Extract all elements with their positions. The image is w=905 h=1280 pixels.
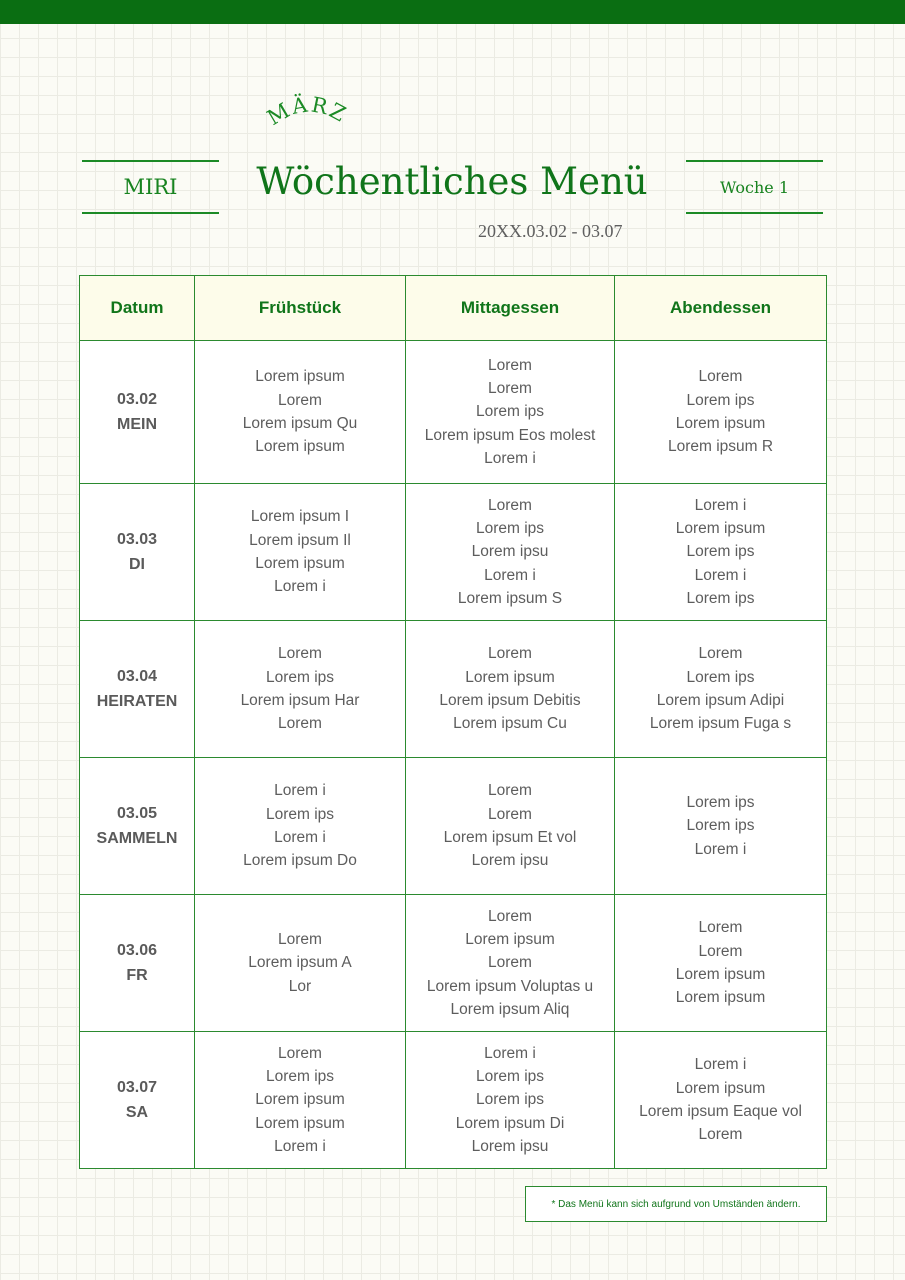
dinner-cell (615, 895, 827, 1032)
day-date: 03.04 (116, 668, 158, 685)
day-cell (80, 895, 195, 1032)
menu-item: Lorem (698, 645, 743, 663)
table-row (80, 341, 827, 484)
day-cell (80, 758, 195, 895)
menu-item: Lorem ipsum Eaque vol (639, 1103, 802, 1120)
date-range: 20XX.03.02 - 03.07 (478, 221, 623, 241)
lunch-cell (406, 758, 615, 895)
menu-item: Lorem ipsum (675, 1079, 766, 1097)
menu-item: Lorem ips (686, 589, 755, 607)
name-label: MIRI (123, 175, 178, 199)
menu-item: Lorem ips (475, 1091, 545, 1109)
menu-item: Lorem ips (686, 794, 755, 812)
menu-item: Lorem ips (265, 1068, 335, 1086)
menu-item: Lorem (278, 645, 322, 663)
menu-item: Lorem ips (265, 668, 335, 686)
menu-item: Lorem ipsum Debitis (439, 692, 581, 709)
day-name: SAMMELN (96, 830, 178, 847)
menu-item: Lorem (488, 356, 532, 374)
menu-item: Lorem i (694, 1056, 747, 1074)
menu-note (525, 1186, 827, 1222)
lunch-cell (406, 1032, 615, 1169)
menu-item: Lorem ips (686, 543, 755, 561)
menu-item: Lorem (278, 391, 322, 409)
dinner-cell (615, 484, 827, 621)
lunch-cell (406, 341, 615, 484)
column-header-date: Datum (80, 276, 195, 341)
menu-item: Lorem ipsum (255, 1114, 345, 1132)
month-arc-label (255, 92, 365, 152)
menu-item: Lorem ips (475, 1068, 545, 1086)
menu-item: Lorem ips (475, 403, 545, 421)
menu-item: Lorem i (274, 578, 326, 596)
day-cell (80, 1032, 195, 1169)
day-date: 03.02 (116, 391, 158, 408)
day-name: FR (126, 967, 148, 984)
day-date: 03.07 (116, 1079, 158, 1096)
breakfast-cell (195, 1032, 406, 1169)
menu-item: Lorem ipsum (675, 415, 766, 432)
week-label: Woche 1 (720, 177, 789, 197)
lunch-cell (406, 621, 615, 758)
menu-item: Lorem (488, 645, 532, 663)
lunch-cell (406, 484, 615, 621)
menu-item: Lorem i (274, 782, 326, 800)
menu-item: Lorem (278, 931, 322, 949)
menu-item: Lorem ipsu (471, 852, 549, 870)
column-header-breakfast: Frühstück (195, 276, 406, 341)
menu-table (79, 275, 827, 1169)
table-header-row (80, 276, 827, 341)
menu-item: Lorem i (274, 829, 326, 846)
breakfast-cell (195, 621, 406, 758)
menu-item: Lorem ipsum Eos molest (424, 426, 596, 444)
breakfast-cell (195, 895, 406, 1032)
menu-item: Lorem (278, 1044, 322, 1062)
menu-item: Lorem ips (686, 668, 755, 686)
day-cell (80, 484, 195, 621)
column-header-lunch: Mittagessen (406, 276, 615, 341)
menu-item: Lorem ipsum Qu (242, 415, 358, 432)
column-header-dinner: Abendessen (615, 276, 827, 341)
menu-item: Lorem ipsu (471, 1137, 549, 1155)
dinner-cell (615, 621, 827, 758)
dinner-cell (615, 1032, 827, 1169)
menu-item: Lorem i (484, 566, 536, 584)
menu-item: Lorem i (484, 1044, 536, 1062)
menu-item: Lorem ipsum (255, 1091, 345, 1109)
dinner-cell (615, 758, 827, 895)
menu-item: Lorem (698, 919, 743, 937)
menu-item: Lorem ipsum A (248, 954, 352, 972)
day-date: 03.03 (116, 531, 158, 548)
table-row (80, 758, 827, 895)
month-text: MÄRZ (263, 92, 352, 131)
lunch-cell (406, 895, 615, 1032)
menu-item: Lorem ips (686, 817, 755, 835)
menu-item: Lorem ipsum S (457, 589, 563, 607)
menu-item: Lorem (698, 942, 743, 960)
menu-item: Lorem (488, 380, 532, 398)
menu-item: Lorem i (694, 840, 747, 858)
top-bar (0, 0, 905, 24)
day-name: MEIN (117, 416, 157, 433)
menu-item: Lorem ipsu (471, 543, 549, 561)
day-name: HEIRATEN (96, 693, 178, 710)
day-name: DI (129, 556, 145, 573)
menu-item: Lorem ipsum Cu (453, 715, 567, 733)
day-date: 03.05 (116, 805, 158, 822)
menu-item: Lorem ipsum (675, 966, 766, 983)
menu-item: Lorem ipsum (465, 668, 555, 686)
menu-item: Lorem (278, 715, 322, 733)
menu-item: Lorem ipsum Et vol (443, 829, 577, 846)
breakfast-cell (195, 758, 406, 895)
menu-item: Lorem ipsum (675, 989, 766, 1007)
breakfast-cell (195, 341, 406, 484)
menu-item: Lorem ipsum Il (249, 531, 351, 549)
menu-item: Lorem ipsum (255, 438, 345, 456)
menu-item: Lorem (488, 782, 532, 800)
menu-item: Lorem ipsum Adipi (656, 692, 785, 709)
menu-item: Lorem i (274, 1137, 326, 1155)
menu-item: Lorem ipsum (255, 555, 345, 572)
table-row (80, 895, 827, 1032)
day-date: 03.06 (116, 942, 158, 959)
menu-item: Lorem ipsum (465, 931, 555, 949)
menu-item: Lorem ipsum Voluptas u (426, 977, 594, 995)
menu-item: Lorem ips (265, 805, 335, 823)
menu-item: Lorem i (694, 566, 747, 584)
menu-item: Lorem (488, 954, 532, 972)
menu-item: Lorem i (484, 449, 536, 467)
menu-item: Lorem ips (686, 391, 755, 409)
menu-item: Lorem ipsum Fuga s (649, 715, 792, 733)
day-cell (80, 341, 195, 484)
menu-item: Lorem ips (475, 520, 545, 538)
table-row (80, 1032, 827, 1169)
menu-item: Lorem ipsum Do (243, 852, 357, 870)
table-row (80, 621, 827, 758)
menu-item: Lorem ipsum (675, 520, 766, 538)
menu-item: Lor (288, 977, 312, 995)
week-box (686, 160, 823, 214)
page-title: Wöchentliches Menü (256, 160, 648, 203)
menu-item: Lorem (488, 907, 532, 925)
dinner-cell (615, 341, 827, 484)
menu-item: Lorem (488, 805, 532, 823)
menu-item: Lorem ipsum (255, 368, 345, 386)
menu-item: Lorem (698, 368, 743, 386)
day-name: SA (125, 1104, 149, 1121)
menu-item: Lorem ipsum Har (240, 692, 360, 709)
menu-item: Lorem (698, 1126, 743, 1144)
menu-item: Lorem i (694, 496, 747, 514)
breakfast-cell (195, 484, 406, 621)
table-row (80, 484, 827, 621)
menu-item: Lorem ipsum Di (455, 1114, 565, 1132)
menu-item: Lorem ipsum Aliq (450, 1000, 570, 1018)
day-cell (80, 621, 195, 758)
note-text: * Das Menü kann sich aufgrund von Umständen ändern. (551, 1198, 801, 1210)
menu-item: Lorem (488, 496, 532, 514)
name-box (82, 160, 219, 214)
menu-item: Lorem ipsum I (250, 508, 350, 526)
menu-item: Lorem ipsum R (667, 438, 774, 456)
